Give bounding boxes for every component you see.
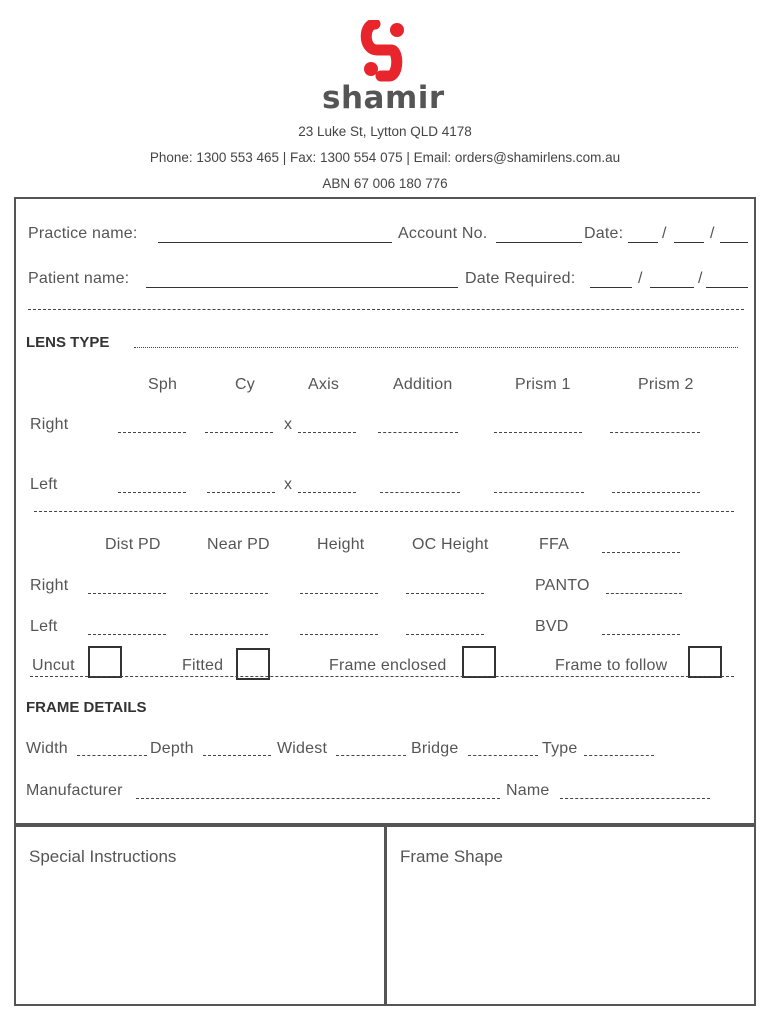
right-dist-pd-field[interactable] bbox=[88, 593, 166, 594]
uncut-checkbox[interactable] bbox=[88, 646, 122, 678]
left-sph-field[interactable] bbox=[118, 492, 186, 493]
form-border bbox=[14, 197, 756, 827]
col-axis: Axis bbox=[308, 376, 340, 393]
frame-details-title: FRAME DETAILS bbox=[26, 699, 147, 716]
practice-name-field[interactable] bbox=[158, 242, 392, 243]
date-required-slash-2: / bbox=[698, 270, 703, 287]
right-cy-field[interactable] bbox=[205, 432, 273, 433]
depth-field[interactable] bbox=[203, 755, 271, 756]
col-height: Height bbox=[317, 536, 365, 553]
col-sph: Sph bbox=[148, 376, 178, 393]
width-label: Width bbox=[26, 740, 68, 757]
name-label: Name bbox=[506, 782, 550, 799]
right-axis-field[interactable] bbox=[298, 432, 356, 433]
col-oc-height: OC Height bbox=[412, 536, 489, 553]
abn: ABN 67 006 180 776 bbox=[322, 176, 448, 191]
frame-to-follow-checkbox[interactable] bbox=[688, 646, 722, 678]
col-cy: Cy bbox=[235, 376, 255, 393]
bridge-label: Bridge bbox=[411, 740, 459, 757]
panto-field[interactable] bbox=[606, 593, 682, 594]
right-x-mark: x bbox=[284, 416, 293, 433]
frame-enclosed-label: Frame enclosed bbox=[329, 657, 447, 674]
practice-name-label: Practice name: bbox=[28, 225, 138, 242]
date-required-year-field[interactable] bbox=[706, 287, 748, 288]
left-prism2-field[interactable] bbox=[612, 492, 700, 493]
left-prism1-field[interactable] bbox=[494, 492, 584, 493]
brand-name: shamir bbox=[322, 80, 445, 116]
left-addition-field[interactable] bbox=[380, 492, 460, 493]
measure-left-label: Left bbox=[30, 618, 58, 635]
ffa-label: FFA bbox=[539, 536, 569, 553]
manufacturer-field[interactable] bbox=[136, 798, 500, 799]
depth-label: Depth bbox=[150, 740, 194, 757]
col-prism1: Prism 1 bbox=[515, 376, 571, 393]
patient-name-field[interactable] bbox=[146, 287, 458, 288]
col-dist-pd: Dist PD bbox=[105, 536, 161, 553]
date-month-field[interactable] bbox=[674, 242, 704, 243]
shamir-logo bbox=[355, 20, 415, 82]
frame-to-follow-label: Frame to follow bbox=[555, 657, 668, 674]
right-height-field[interactable] bbox=[300, 593, 378, 594]
bridge-field[interactable] bbox=[468, 755, 538, 756]
contact-line: Phone: 1300 553 465 | Fax: 1300 554 075 | Email: orders@shamirlens.com.au bbox=[149, 150, 621, 165]
date-label: Date: bbox=[584, 225, 624, 242]
date-required-slash-1: / bbox=[638, 270, 643, 287]
left-axis-field[interactable] bbox=[298, 492, 356, 493]
account-no-label: Account No. bbox=[398, 225, 488, 242]
right-near-pd-field[interactable] bbox=[190, 593, 268, 594]
panto-label: PANTO bbox=[535, 577, 590, 594]
left-cy-field[interactable] bbox=[207, 492, 275, 493]
date-required-day-field[interactable] bbox=[590, 287, 632, 288]
right-sph-field[interactable] bbox=[118, 432, 186, 433]
section-divider bbox=[28, 309, 744, 310]
right-oc-height-field[interactable] bbox=[406, 593, 484, 594]
type-field[interactable] bbox=[584, 755, 654, 756]
measure-right-label: Right bbox=[30, 577, 69, 594]
frame-shape-label: Frame Shape bbox=[400, 847, 503, 866]
date-day-field[interactable] bbox=[628, 242, 658, 243]
date-slash-2: / bbox=[710, 225, 715, 242]
uncut-label: Uncut bbox=[32, 657, 75, 674]
lens-divider bbox=[34, 511, 734, 512]
left-dist-pd-field[interactable] bbox=[88, 634, 166, 635]
right-prism2-field[interactable] bbox=[610, 432, 700, 433]
ffa-field[interactable] bbox=[602, 552, 680, 553]
type-label: Type bbox=[542, 740, 578, 757]
right-addition-field[interactable] bbox=[378, 432, 458, 433]
date-required-month-field[interactable] bbox=[650, 287, 694, 288]
left-x-mark: x bbox=[284, 476, 293, 493]
lens-type-title: LENS TYPE bbox=[26, 334, 110, 351]
address: 23 Luke St, Lytton QLD 4178 bbox=[298, 124, 472, 139]
widest-label: Widest bbox=[277, 740, 328, 757]
width-field[interactable] bbox=[77, 755, 147, 756]
left-oc-height-field[interactable] bbox=[406, 634, 484, 635]
left-near-pd-field[interactable] bbox=[190, 634, 268, 635]
bvd-field[interactable] bbox=[602, 634, 680, 635]
date-year-field[interactable] bbox=[720, 242, 748, 243]
name-field[interactable] bbox=[560, 798, 710, 799]
date-required-label: Date Required: bbox=[465, 270, 576, 287]
checkbox-row-divider bbox=[30, 676, 734, 677]
right-prism1-field[interactable] bbox=[494, 432, 582, 433]
special-instructions-label: Special Instructions bbox=[29, 847, 177, 866]
patient-name-label: Patient name: bbox=[28, 270, 130, 287]
fitted-label: Fitted bbox=[182, 657, 224, 674]
col-near-pd: Near PD bbox=[207, 536, 270, 553]
frame-enclosed-checkbox[interactable] bbox=[462, 646, 496, 678]
col-addition: Addition bbox=[393, 376, 453, 393]
lens-left-label: Left bbox=[30, 476, 58, 493]
lens-type-dotted-line bbox=[134, 347, 738, 348]
shamir-s-icon bbox=[355, 20, 415, 82]
widest-field[interactable] bbox=[336, 755, 406, 756]
col-prism2: Prism 2 bbox=[638, 376, 694, 393]
left-height-field[interactable] bbox=[300, 634, 378, 635]
lens-right-label: Right bbox=[30, 416, 69, 433]
account-no-field[interactable] bbox=[496, 242, 582, 243]
manufacturer-label: Manufacturer bbox=[26, 782, 123, 799]
date-slash-1: / bbox=[662, 225, 667, 242]
bvd-label: BVD bbox=[535, 618, 569, 635]
